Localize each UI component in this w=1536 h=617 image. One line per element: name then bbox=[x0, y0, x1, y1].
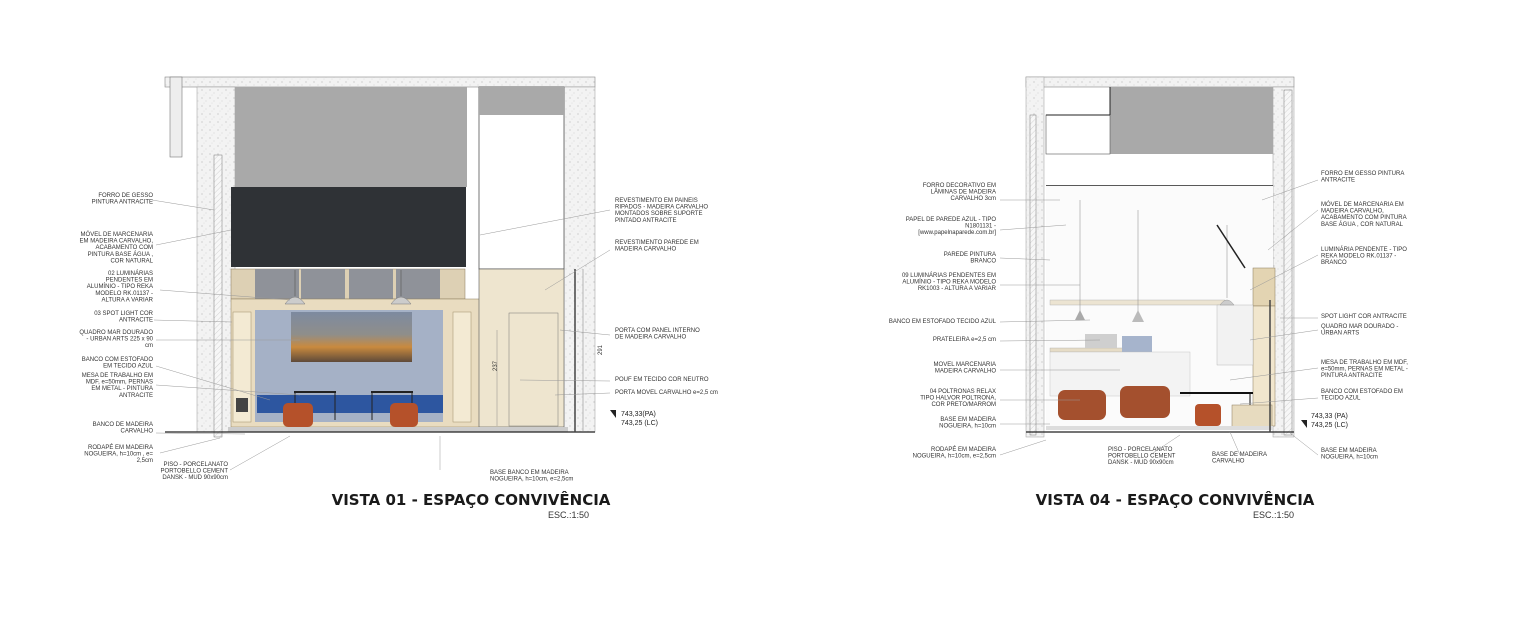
annotation-label: BASE EM MADEIRA bbox=[940, 417, 996, 423]
annotation-label: NOGUEIRA, h=10cm , e= bbox=[84, 451, 153, 458]
annotation-label: PAREDE PINTURA bbox=[943, 252, 996, 258]
vista-04-drawing bbox=[1026, 77, 1307, 437]
elevation-level: 743,25 (LC) bbox=[1311, 422, 1348, 429]
annotation-label: PINTURA BASE ÁGUA , bbox=[87, 251, 153, 258]
annotation-label: e=50mm, PERNAS EM METAL - bbox=[1321, 366, 1408, 373]
annotation-label: LÂMINAS DE MADEIRA bbox=[930, 189, 996, 196]
view-title: VISTA 01 - ESPAÇO CONVIVÊNCIA bbox=[331, 491, 611, 509]
annotation-label: BASE BANCO EM MADEIRA bbox=[490, 470, 569, 476]
annotation-label: TIPO HALVOR POLTRONA, bbox=[920, 395, 996, 402]
annotation-label: DANSK - MUD 90x90cm bbox=[162, 475, 228, 482]
annotation-label: ANTRACITE bbox=[1321, 177, 1356, 184]
annotation-label: FORRO EM GESSO PINTURA bbox=[1321, 171, 1405, 177]
annotation-label: FORRO DECORATIVO EM bbox=[922, 183, 996, 189]
annotation-label: 04 POLTRONAS RELAX bbox=[929, 389, 996, 395]
annotation-label: [www.papelnaparede.com.br] bbox=[918, 230, 996, 237]
annotation-label: BRANCO bbox=[970, 258, 996, 265]
annotation-label: BANCO DE MADEIRA bbox=[92, 422, 153, 428]
annotation-label: FORRO DE GESSO bbox=[98, 193, 153, 199]
annotation-label: BANCO EM ESTOFADO TECIDO AZUL bbox=[888, 319, 996, 325]
annotation-label: MÓVEL DE MARCENARIA bbox=[80, 232, 153, 238]
view-scale: ESC.:1:50 bbox=[1252, 510, 1294, 520]
annotation-label: PORTA MOVEL CARVALHO e=2,5 cm bbox=[615, 390, 718, 396]
annotation-label: EM TECIDO AZUL bbox=[103, 363, 153, 370]
annotation-label: REVESTIMENTO EM PAINEIS bbox=[615, 198, 698, 204]
annotation-label: MDF, e=50mm, PERNAS bbox=[85, 379, 153, 386]
annotation-label: QUADRO MAR DOURADO - bbox=[1321, 324, 1399, 330]
annotation-label: RK1003 - ALTURA A VARIAR bbox=[917, 286, 996, 293]
view-title: VISTA 04 - ESPAÇO CONVIVÊNCIA bbox=[1035, 491, 1315, 509]
annotation-label: MÓVEL DE MARCENARIA EM bbox=[1321, 202, 1404, 208]
annotation-label: MADEIRA CARVALHO, bbox=[1321, 208, 1384, 215]
annotation-label: - URBAN ARTS 225 x 90 bbox=[86, 336, 153, 343]
annotation-label: NOGUEIRA, h=10cm, e=2,5cm bbox=[912, 453, 996, 460]
annotation-label: BASE ÁGUA , COR NATURAL bbox=[1321, 221, 1403, 228]
annotation-label: PINTADO ANTRACITE bbox=[615, 217, 677, 224]
annotation-label: PINTURA ANTRACITE bbox=[1321, 373, 1383, 380]
annotation-label: RODAPÉ EM MADEIRA bbox=[87, 445, 153, 451]
annotation-label: 02 LUMINÁRIAS bbox=[107, 271, 153, 277]
annotation-label: PENDENTES EM bbox=[105, 277, 153, 284]
annotation-label: TECIDO AZUL bbox=[1321, 395, 1361, 402]
annotation-label: 2,5cm bbox=[136, 458, 153, 465]
annotation-label: RODAPÉ EM MADEIRA bbox=[930, 447, 996, 453]
elevation-level: 743,33(PA) bbox=[621, 411, 656, 418]
annotation-label: ALUMÍNIO - TIPO REKA bbox=[86, 284, 153, 291]
annotation-label: 09 LUMINÁRIAS PENDENTES EM bbox=[901, 273, 996, 279]
annotation-label: EM METAL - PINTURA bbox=[91, 386, 153, 393]
annotation-label: NOGUEIRA, h=10cm bbox=[939, 423, 996, 430]
annotation-label: MADEIRA CARVALHO bbox=[934, 368, 996, 375]
annotation-label: COR PRETO/MARROM bbox=[931, 402, 996, 409]
annotation-label: MESA DE TRABALHO EM bbox=[81, 373, 153, 379]
annotation-label: ANTRACITE bbox=[118, 317, 153, 324]
annotation-label: ACABAMENTO COM bbox=[95, 245, 153, 252]
view-scale: ESC.:1:50 bbox=[547, 510, 589, 520]
annotation-label: DE MADEIRA CARVALHO bbox=[615, 334, 687, 341]
annotation-label: ALTURA A VARIAR bbox=[101, 297, 153, 304]
annotation-label: ACABAMENTO COM PINTURA bbox=[1321, 215, 1407, 222]
annotation-label: REVESTIMENTO PAREDE EM bbox=[615, 240, 699, 246]
annotation-label: NOGUEIRA, h=10cm bbox=[1321, 454, 1378, 461]
annotation-label: 03 SPOT LIGHT COR bbox=[94, 311, 153, 317]
elevation-level: 743,25 (LC) bbox=[621, 420, 658, 427]
annotation-label: PINTURA ANTRACITE bbox=[91, 199, 153, 206]
annotation-label: BANCO COM ESTOFADO bbox=[81, 357, 153, 363]
annotation-label: BASE DE MADEIRA bbox=[1212, 452, 1268, 458]
annotation-label: PAPEL DE PAREDE AZUL - TIPO bbox=[905, 217, 996, 223]
annotation-label: MODELO RK.01137 - bbox=[95, 290, 153, 297]
annotation-label: BANCO COM ESTOFADO EM bbox=[1321, 389, 1403, 395]
annotation-label: MONTADOS SOBRE SUPORTE bbox=[615, 211, 703, 218]
annotation-label: PORTOBELLO CEMENT bbox=[1108, 453, 1176, 460]
annotation-label: PORTA COM PANEL INTERNO bbox=[615, 328, 700, 334]
annotation-label: NOGUEIRA, h=10cm, e=2,5cm bbox=[490, 476, 574, 483]
annotation-label: SPOT LIGHT COR ANTRACITE bbox=[1321, 314, 1407, 320]
annotation-label: ALUMÍNIO - TIPO REKA MODELO bbox=[902, 279, 996, 286]
annotation-label: POUF EM TECIDO COR NEUTRO bbox=[615, 377, 709, 383]
dimension-label: 291 bbox=[598, 344, 604, 356]
annotation-label: PRATELEIRA e=2,5 cm bbox=[932, 337, 996, 343]
annotation-label: BRANCO bbox=[1321, 260, 1347, 267]
annotation-label: COR NATURAL bbox=[110, 258, 153, 265]
annotation-label: MADEIRA CARVALHO bbox=[615, 246, 677, 253]
annotation-label: N1801131 - bbox=[965, 223, 996, 230]
annotation-label: BASE EM MADEIRA bbox=[1321, 448, 1377, 454]
annotation-label: PISO - PORCELANATO bbox=[163, 462, 228, 468]
annotation-label: PISO - PORCELANATO bbox=[1108, 447, 1173, 453]
annotation-label: DANSK - MUD 90x90cm bbox=[1108, 460, 1174, 467]
annotation-label: PORTOBELLO CEMENT bbox=[160, 468, 228, 475]
annotation-label: CARVALHO bbox=[1212, 458, 1245, 465]
annotation-label: cm bbox=[145, 343, 153, 350]
annotation-label: MESA DE TRABALHO EM MDF, bbox=[1321, 360, 1408, 366]
annotation-label: ANTRACITE bbox=[118, 392, 153, 399]
annotation-label: QUADRO MAR DOURADO bbox=[79, 330, 153, 336]
dimension-label: 237 bbox=[493, 360, 499, 372]
annotation-label: CARVALHO bbox=[120, 428, 153, 435]
annotation-label: REKA MODELO RK.01137 - bbox=[1321, 253, 1397, 260]
annotation-label: URBAN ARTS bbox=[1321, 330, 1360, 337]
annotation-label: EM MADEIRA CARVALHO, bbox=[79, 238, 153, 245]
annotation-label: LUMINÁRIA PENDENTE - TIPO bbox=[1321, 247, 1407, 253]
annotation-label: RIPADOS - MADEIRA CARVALHO bbox=[615, 204, 709, 211]
vista-01-drawing bbox=[165, 77, 616, 437]
annotation-label: MOVEL MARCENARIA bbox=[933, 362, 996, 368]
annotation-label: CARVALHO 3cm bbox=[950, 196, 996, 203]
elevation-level: 743,33 (PA) bbox=[1311, 413, 1348, 420]
